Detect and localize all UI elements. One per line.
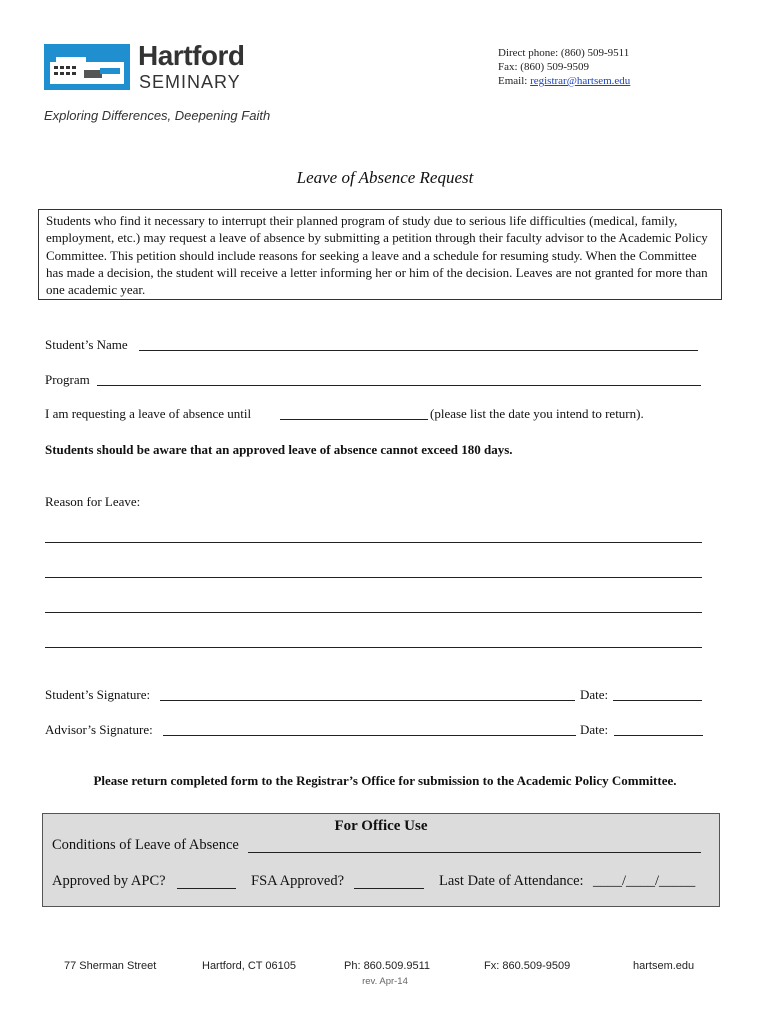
advisor-date-label: Date:: [580, 722, 609, 737]
program-field[interactable]: [97, 385, 701, 386]
tagline: Exploring Differences, Deepening Faith: [44, 108, 271, 123]
logo-building-detail: [100, 68, 120, 74]
intro-box: Students who find it necessary to interrupt their planned program of study due to serious life difficulties (medical, family, employment, etc.) may request a leave of absence by submitting a petition through their faculty advisor to the Academic Policy Committee. This petition should include reasons for seeking a leave and a schedule for resuming study. When the Committee has made a decision, the student will receive a letter informing her or him of the decision. Leaves are not granted for more than one academic year.: [38, 209, 722, 300]
last-date-label: Last Date of Attendance:: [439, 873, 584, 889]
student-name-field[interactable]: [139, 350, 698, 351]
advisor-signature-label: Advisor’s Signature:: [45, 722, 153, 737]
contact-block: [498, 46, 630, 88]
footer-street: 77 Sherman Street: [64, 960, 157, 972]
footer-phone: Ph: 860.509.9511: [344, 960, 431, 972]
return-note: Please return completed form to the Registrar’s Office for submission to the Academic Policy Committee.: [93, 773, 677, 788]
footer-web[interactable]: hartsem.edu: [633, 960, 695, 972]
revision-note: rev. Apr-14: [362, 976, 408, 987]
student-name-label: Student’s Name: [45, 337, 128, 352]
warning-note: Students should be aware that an approved leave of absence cannot exceed 180 days.: [45, 442, 513, 457]
footer-city: Hartford, CT 06105: [202, 960, 296, 972]
fsa-approved-label: FSA Approved?: [251, 873, 345, 889]
program-label: Program: [45, 372, 90, 387]
contact-email-label: Email:: [498, 75, 531, 87]
reason-label: Reason for Leave:: [45, 494, 141, 509]
student-signature-field[interactable]: [160, 700, 575, 701]
contact-fax: Fax: (860) 509-9509: [498, 61, 590, 73]
student-date-label: Date:: [580, 687, 609, 702]
logo-subtitle: SEMINARY: [139, 72, 241, 92]
logo-name: Hartford: [138, 40, 245, 71]
approved-apc-label: Approved by APC?: [52, 873, 166, 889]
contact-email-link[interactable]: registrar@hartsem.edu: [530, 75, 631, 87]
reason-line-2[interactable]: [45, 577, 702, 578]
advisor-date-field[interactable]: [614, 735, 703, 736]
footer-fax: Fx: 860.509-9509: [484, 960, 571, 972]
conditions-label: Conditions of Leave of Absence: [52, 837, 239, 853]
approved-apc-field[interactable]: [177, 888, 236, 889]
conditions-field[interactable]: [248, 852, 701, 853]
advisor-signature-field[interactable]: [163, 735, 576, 736]
contact-email-row: [498, 74, 630, 88]
leave-until-note: (please list the date you intend to return).: [430, 406, 644, 421]
page-title: Leave of Absence Request: [296, 168, 474, 187]
contact-phone: Direct phone: (860) 509-9511: [498, 47, 630, 59]
student-signature-label: Student’s Signature:: [45, 687, 151, 702]
office-use-title: For Office Use: [334, 818, 428, 834]
reason-line-4[interactable]: [45, 647, 702, 648]
office-use-box: [42, 813, 720, 907]
reason-line-1[interactable]: [45, 542, 702, 543]
student-date-field[interactable]: [613, 700, 702, 701]
fsa-approved-field[interactable]: [354, 888, 424, 889]
reason-line-3[interactable]: [45, 612, 702, 613]
last-date-field[interactable]: ____/____/_____: [593, 873, 696, 889]
leave-until-label: I am requesting a leave of absence until: [45, 406, 252, 421]
leave-until-field[interactable]: [280, 419, 428, 420]
